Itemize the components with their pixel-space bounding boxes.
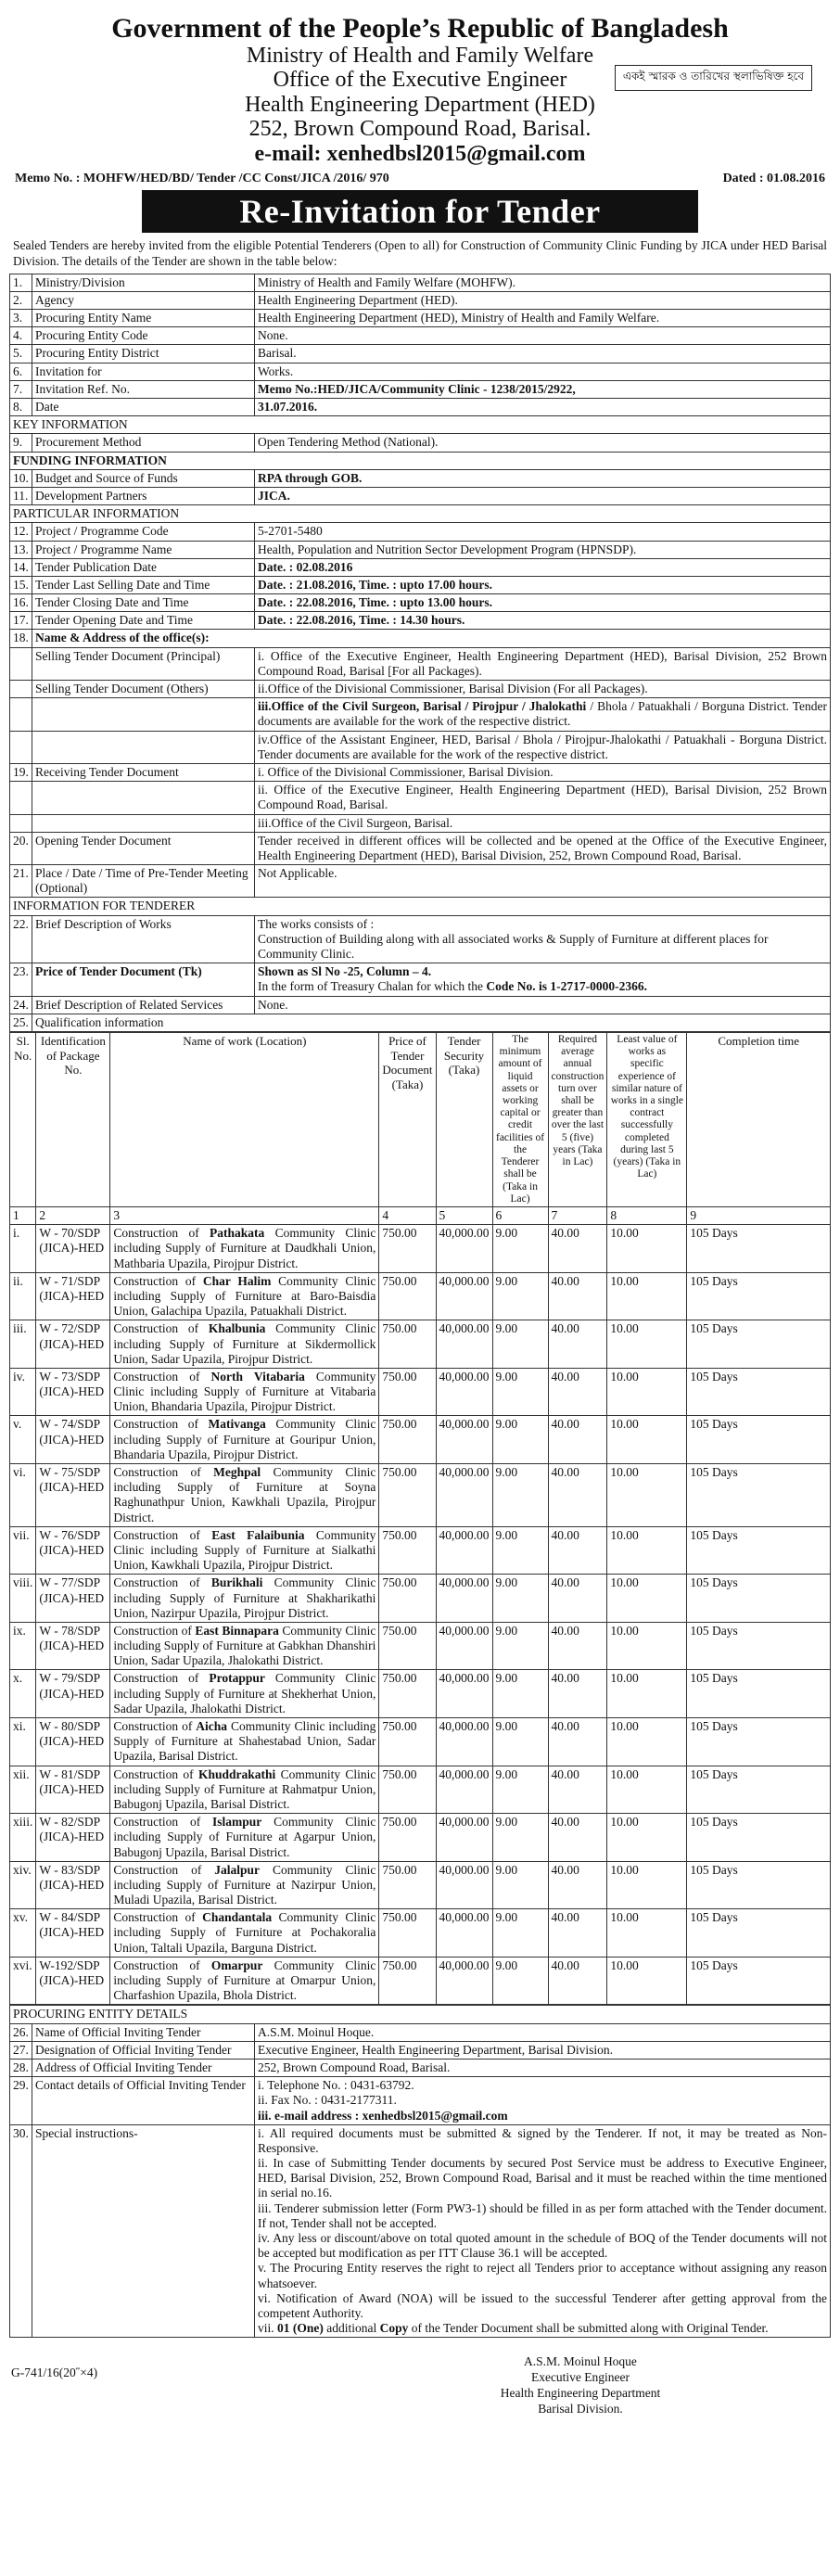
- memo-number: Memo No. : MOHFW/HED/BD/ Tender /CC Const/JICA /2016/ 970: [15, 171, 389, 185]
- work-turnover: 40.00: [548, 1622, 607, 1670]
- work-turnover: 40.00: [548, 1416, 607, 1464]
- table-row: 18. Name & Address of the office(s):: [10, 630, 831, 647]
- table-row: 8. Date 31.07.2016.: [10, 399, 831, 416]
- work-liquid: 9.00: [492, 1766, 548, 1814]
- work-turnover: 40.00: [548, 1526, 607, 1575]
- work-package: W - 82/SDP (JICA)-HED: [36, 1814, 110, 1862]
- work-name: Construction of Khuddrakathi Community Clinic including Supply of Furniture at Rahmatpur Union, Babugonj Upazila, Barisal District.: [110, 1766, 379, 1814]
- work-package: W - 74/SDP (JICA)-HED: [36, 1416, 110, 1464]
- work-turnover: 40.00: [548, 1766, 607, 1814]
- table-row: ii. Office of the Executive Engineer, Health Engineering Department (HED), Barisal Division, 252 Brown Compound Road, Barisal.: [10, 782, 831, 814]
- work-sl: xii.: [10, 1766, 36, 1814]
- work-name: Construction of Islampur Community Clinic including Supply of Furniture at Agarpur Union, Babugonj Upazila, Barisal District.: [110, 1814, 379, 1862]
- table-row: Selling Tender Document (Principal) i. Office of the Executive Engineer, Health Engineering Department (HED), Barisal Division, 252 Brown Compound Road, Barisal [For all Packages).: [10, 647, 831, 680]
- work-liquid: 9.00: [492, 1909, 548, 1958]
- work-completion: 105 Days: [687, 1320, 831, 1369]
- work-package: W - 77/SDP (JICA)-HED: [36, 1575, 110, 1623]
- work-price: 750.00: [379, 1766, 436, 1814]
- intro-paragraph: Sealed Tenders are hereby invited from the eligible Potential Tenderers (Open to all) for Construction of Community Clinic Funding by JICA under HED Barisal Division. The details of the Tender are shown in the table below:: [13, 237, 827, 268]
- table-row: iv.Office of the Assistant Engineer, HED, Barisal / Bhola / Pirojpur-Jhalokathi / Patuakhali - Borguna District. Tender documents are available for the work of the respective district.: [10, 731, 831, 763]
- table-row: 9. Procurement Method Open Tendering Method (National).: [10, 434, 831, 452]
- work-completion: 105 Days: [687, 1718, 831, 1766]
- work-sl: x.: [10, 1670, 36, 1718]
- work-sl: i.: [10, 1225, 36, 1273]
- signatory-title: Executive Engineer: [530, 2370, 630, 2385]
- work-sl: vi.: [10, 1464, 36, 1527]
- table-row: 25. Qualification information: [10, 1014, 831, 1031]
- work-security: 40,000.00: [436, 1368, 492, 1416]
- work-turnover: 40.00: [548, 1909, 607, 1958]
- work-completion: 105 Days: [687, 1622, 831, 1670]
- work-turnover: 40.00: [548, 1464, 607, 1527]
- print-code: G-741/16(20˝×4): [11, 2366, 98, 2380]
- work-completion: 105 Days: [687, 1957, 831, 2005]
- work-row: [10, 1575, 831, 1623]
- office-name: Office of the Executive Engineer: [273, 68, 567, 93]
- work-package: W - 81/SDP (JICA)-HED: [36, 1766, 110, 1814]
- work-sl: viii.: [10, 1575, 36, 1623]
- work-package: W - 76/SDP (JICA)-HED: [36, 1526, 110, 1575]
- work-liquid: 9.00: [492, 1622, 548, 1670]
- work-package: W - 71/SDP (JICA)-HED: [36, 1272, 110, 1320]
- table-row: 15. Tender Last Selling Date and Time Date. : 21.08.2016, Time. : upto 17.00 hours.: [10, 576, 831, 593]
- table-row: 27. Designation of Official Inviting Tender Executive Engineer, Health Engineering Department, Barisal Division.: [10, 2041, 831, 2059]
- table-row: 5. Procuring Entity District Barisal.: [10, 345, 831, 363]
- work-row: [10, 1464, 831, 1527]
- work-turnover: 40.00: [548, 1320, 607, 1369]
- table-row: 1. Ministry/Division Ministry of Health and Family Welfare (MOHFW).: [10, 274, 831, 291]
- work-sl: iv.: [10, 1368, 36, 1416]
- work-completion: 105 Days: [687, 1225, 831, 1273]
- work-least: 10.00: [607, 1368, 687, 1416]
- work-least: 10.00: [607, 1814, 687, 1862]
- work-package: W - 80/SDP (JICA)-HED: [36, 1718, 110, 1766]
- work-completion: 105 Days: [687, 1272, 831, 1320]
- work-sl: xiii.: [10, 1814, 36, 1862]
- work-row: [10, 1526, 831, 1575]
- work-liquid: 9.00: [492, 1718, 548, 1766]
- work-turnover: 40.00: [548, 1861, 607, 1909]
- work-least: 10.00: [607, 1272, 687, 1320]
- work-sl: vii.: [10, 1526, 36, 1575]
- work-row: [10, 1272, 831, 1320]
- section-heading: INFORMATION FOR TENDERER: [10, 898, 831, 915]
- work-least: 10.00: [607, 1766, 687, 1814]
- work-price: 750.00: [379, 1320, 436, 1369]
- work-row: [10, 1766, 831, 1814]
- work-package: W - 84/SDP (JICA)-HED: [36, 1909, 110, 1958]
- table-row: 26. Name of Official Inviting Tender A.S.M. Moinul Hoque.: [10, 2023, 831, 2041]
- work-price: 750.00: [379, 1957, 436, 2005]
- work-security: 40,000.00: [436, 1766, 492, 1814]
- work-security: 40,000.00: [436, 1861, 492, 1909]
- work-completion: 105 Days: [687, 1526, 831, 1575]
- table-row: 14. Tender Publication Date Date. : 02.08.2016: [10, 558, 831, 576]
- work-name: Construction of Omarpur Community Clinic including Supply of Furniture at Omarpur Union, Charfashion Upazila, Bhola District.: [110, 1957, 379, 2005]
- work-name: Construction of Jalalpur Community Clinic including Supply of Furniture at Nazirpur Union, Muladi Upazila, Barisal District.: [110, 1861, 379, 1909]
- table-row: 10. Budget and Source of Funds RPA through GOB.: [10, 469, 831, 487]
- work-turnover: 40.00: [548, 1670, 607, 1718]
- tender-details-table: [9, 274, 831, 1032]
- work-name: Construction of Protappur Community Clinic including Supply of Furniture at Shekherhat Union, Sadar Upazila, Jhalokathi District.: [110, 1670, 379, 1718]
- work-completion: 105 Days: [687, 1575, 831, 1623]
- work-package: W - 70/SDP (JICA)-HED: [36, 1225, 110, 1273]
- work-sl: ii.: [10, 1272, 36, 1320]
- work-completion: 105 Days: [687, 1416, 831, 1464]
- work-package: W - 72/SDP (JICA)-HED: [36, 1320, 110, 1369]
- footer: [9, 2338, 831, 2440]
- work-name: Construction of Burikhali Community Clinic including Supply of Furniture at Shakharikathi Union, Nazirpur Upazila, Pirojpur District.: [110, 1575, 379, 1623]
- work-name: Construction of Aicha Community Clinic including Supply of Furniture at Shahestabad Union, Sadar Upazila, Barisal District.: [110, 1718, 379, 1766]
- work-package: W - 83/SDP (JICA)-HED: [36, 1861, 110, 1909]
- work-row: [10, 1718, 831, 1766]
- work-least: 10.00: [607, 1622, 687, 1670]
- table-row: Selling Tender Document (Others) ii.Office of the Divisional Commissioner, Barisal Division (For all Packages).: [10, 681, 831, 698]
- work-row: [10, 1957, 831, 2005]
- work-least: 10.00: [607, 1225, 687, 1273]
- office-address: 252, Brown Compound Road, Barisal.: [248, 117, 592, 142]
- table-row: 29. Contact details of Official Inviting Tender i. Telephone No. : 0431-63792. ii. Fax No. : 0431-2177311. iii. e-mail address : xenhedbsl2015@gmail.com: [10, 2077, 831, 2125]
- work-completion: 105 Days: [687, 1670, 831, 1718]
- work-sl: ix.: [10, 1622, 36, 1670]
- work-liquid: 9.00: [492, 1526, 548, 1575]
- table-row: 3. Procuring Entity Name Health Engineering Department (HED), Ministry of Health and Family Welfare.: [10, 310, 831, 327]
- work-security: 40,000.00: [436, 1416, 492, 1464]
- table-row: 17. Tender Opening Date and Time Date. : 22.08.2016, Time. : 14.30 hours.: [10, 612, 831, 630]
- work-row: [10, 1670, 831, 1718]
- work-price: 750.00: [379, 1368, 436, 1416]
- table-row: 7. Invitation Ref. No. Memo No.:HED/JICA/Community Clinic - 1238/2015/2922,: [10, 380, 831, 398]
- work-completion: 105 Days: [687, 1814, 831, 1862]
- work-completion: 105 Days: [687, 1766, 831, 1814]
- table-row: iii.Office of the Civil Surgeon, Barisal / Pirojpur / Jhalokathi / Bhola / Patuakhali / Borguna District. Tender documents are available for the work of the respective district.: [10, 698, 831, 731]
- tender-notice: [9, 0, 831, 2440]
- work-security: 40,000.00: [436, 1575, 492, 1623]
- memo-date: Dated : 01.08.2016: [722, 171, 825, 185]
- work-sl: xvi.: [10, 1957, 36, 2005]
- work-least: 10.00: [607, 1670, 687, 1718]
- work-price: 750.00: [379, 1575, 436, 1623]
- table-row: 23. Price of Tender Document (Tk) Shown as Sl No -25, Column – 4. In the form of Treasury Chalan for which the Code No. is 1-2717-0000-2366.: [10, 963, 831, 996]
- work-liquid: 9.00: [492, 1575, 548, 1623]
- signatory-dept: Health Engineering Department: [500, 2386, 661, 2401]
- work-security: 40,000.00: [436, 1718, 492, 1766]
- work-turnover: 40.00: [548, 1272, 607, 1320]
- work-turnover: 40.00: [548, 1225, 607, 1273]
- work-package: W - 73/SDP (JICA)-HED: [36, 1368, 110, 1416]
- work-name: Construction of Mativanga Community Clinic including Supply of Furniture at Gouripur Union, Bhandaria Upazila, Pirojpur District.: [110, 1416, 379, 1464]
- work-price: 750.00: [379, 1416, 436, 1464]
- work-security: 40,000.00: [436, 1670, 492, 1718]
- work-price: 750.00: [379, 1464, 436, 1527]
- work-turnover: 40.00: [548, 1814, 607, 1862]
- work-liquid: 9.00: [492, 1225, 548, 1273]
- table-row: 16. Tender Closing Date and Time Date. : 22.08.2016, Time. : upto 13.00 hours.: [10, 594, 831, 612]
- table-row: 20. Opening Tender Document Tender received in different offices will be collected and be opened at the Office of the Executive Engineer, Health Engineering Department (HED), Barisal Division, 252, Brown Compound Road, Barisal.: [10, 832, 831, 864]
- table-row: 4. Procuring Entity Code None.: [10, 327, 831, 345]
- work-price: 750.00: [379, 1272, 436, 1320]
- table-row: 2. Agency Health Engineering Department (HED).: [10, 291, 831, 309]
- work-completion: 105 Days: [687, 1464, 831, 1527]
- work-name: Construction of North Vitabaria Community Clinic including Supply of Furniture at Vitabaria Union, Bhandaria Upazila, Pirojpur District.: [110, 1368, 379, 1416]
- procuring-entity-table: [9, 2005, 831, 2338]
- signature-block: [469, 2354, 692, 2417]
- section-heading: FUNDING INFORMATION: [10, 452, 831, 469]
- work-price: 750.00: [379, 1909, 436, 1958]
- top-clip: [9, 0, 831, 13]
- work-least: 10.00: [607, 1464, 687, 1527]
- work-security: 40,000.00: [436, 1225, 492, 1273]
- work-least: 10.00: [607, 1861, 687, 1909]
- work-package: W - 79/SDP (JICA)-HED: [36, 1670, 110, 1718]
- work-sl: iii.: [10, 1320, 36, 1369]
- work-row: [10, 1225, 831, 1273]
- work-security: 40,000.00: [436, 1814, 492, 1862]
- work-price: 750.00: [379, 1814, 436, 1862]
- works-column-numbers: 1 2 3 4 5 6 7 8 9: [10, 1207, 831, 1225]
- table-row: 30. Special instructions- i. All required documents must be submitted & signed by the Tenderer. If not, it may be treated as Non-Responsive. ii. In case of Submitting Tender documents by secured Post Service must be address to Executive Engineer, HED, Barisal Division, 252, Brown Compound Road, Barisal and it must be reached within the time mentioned in serial no.16. iii. Tenderer submission letter (Form PW3-1) should be filled in as per form attached with the Tender document. If not, Tender shall not be accepted. iv. Any less or discount/above on total quoted amount in the schedule of BOQ of the Tender documents will not be accepted but modification as per ITT Clause 36.1 will be accepted. v. The Procuring Entity reserves the right to reject all Tenders prior to acceptance without assigning any reason whatsoever. vi. Notification of Award (NOA) will be issued to the successful Tenderer after getting approval from the competent Authority. vii. 01 (One) additional Copy of the Tender Document shall be submitted along with Original Tender.: [10, 2124, 831, 2338]
- table-row: 6. Invitation for Works.: [10, 363, 831, 380]
- table-row: 28. Address of Official Inviting Tender 252, Brown Compound Road, Barisal.: [10, 2059, 831, 2076]
- work-turnover: 40.00: [548, 1575, 607, 1623]
- work-name: Construction of East Binnapara Community Clinic including Supply of Furniture at Gabkhan Dhanshiri Union, Sadar Upazila, Jhalokathi District.: [110, 1622, 379, 1670]
- table-row: iii.Office of the Civil Surgeon, Barisal.: [10, 814, 831, 832]
- work-least: 10.00: [607, 1909, 687, 1958]
- work-liquid: 9.00: [492, 1416, 548, 1464]
- work-least: 10.00: [607, 1416, 687, 1464]
- stamp-box: একই স্মারক ও তারিখের স্থলাভিষিক্ত হবে: [615, 65, 812, 91]
- work-security: 40,000.00: [436, 1957, 492, 2005]
- section-heading: PROCURING ENTITY DETAILS: [10, 2006, 831, 2023]
- work-price: 750.00: [379, 1670, 436, 1718]
- work-row: [10, 1909, 831, 1958]
- work-least: 10.00: [607, 1718, 687, 1766]
- memo-row: [15, 172, 825, 186]
- work-sl: xi.: [10, 1718, 36, 1766]
- table-row: 19. Receiving Tender Document i. Office of the Divisional Commissioner, Barisal Division.: [10, 763, 831, 781]
- work-security: 40,000.00: [436, 1464, 492, 1527]
- work-package: W - 78/SDP (JICA)-HED: [36, 1622, 110, 1670]
- work-liquid: 9.00: [492, 1368, 548, 1416]
- work-name: Construction of Char Halim Community Clinic including Supply of Furniture at Baro-Baisdia Union, Galachipa Upazila, Patuakhali District.: [110, 1272, 379, 1320]
- work-row: [10, 1416, 831, 1464]
- work-row: [10, 1368, 831, 1416]
- work-turnover: 40.00: [548, 1368, 607, 1416]
- work-price: 750.00: [379, 1622, 436, 1670]
- work-completion: 105 Days: [687, 1861, 831, 1909]
- work-liquid: 9.00: [492, 1814, 548, 1862]
- work-sl: xiv.: [10, 1861, 36, 1909]
- work-liquid: 9.00: [492, 1861, 548, 1909]
- work-price: 750.00: [379, 1718, 436, 1766]
- work-row: [10, 1814, 831, 1862]
- works-header-row: Sl. No. Identification of Package No. Name of work (Location) Price of Tender Document (Taka) Tender Security (Taka) The minimum amount of liquid assets or working capital or credit facilities of the Tenderer shall be (Taka in Lac) Required average annual construction turn over shall be greater than over the last 5 (five) years (Taka in Lac) Least value of works as specific experience of similar nature of works in a single contract successfully completed during last 5 (years) (Taka in Lac) Completion time: [10, 1032, 831, 1206]
- work-least: 10.00: [607, 1575, 687, 1623]
- office-email: e-mail: xenhedbsl2015@gmail.com: [254, 141, 586, 166]
- department-name: Health Engineering Department (HED): [245, 92, 595, 117]
- work-name: Construction of East Falaibunia Community Clinic including Supply of Furniture at Sialkathi Union, Kawkhali Upazila, Pirojpur District.: [110, 1526, 379, 1575]
- work-turnover: 40.00: [548, 1957, 607, 2005]
- work-liquid: 9.00: [492, 1464, 548, 1527]
- work-sl: xv.: [10, 1909, 36, 1958]
- work-security: 40,000.00: [436, 1909, 492, 1958]
- work-security: 40,000.00: [436, 1622, 492, 1670]
- work-row: [10, 1320, 831, 1369]
- work-turnover: 40.00: [548, 1718, 607, 1766]
- work-row: [10, 1861, 831, 1909]
- work-row: [10, 1622, 831, 1670]
- work-name: Construction of Meghpal Community Clinic including Supply of Furniture at Soyna Raghunathpur Union, Kawkhali Upazila, Pirojpur District.: [110, 1464, 379, 1527]
- section-heading: KEY INFORMATION: [10, 416, 831, 434]
- special-instructions: i. All required documents must be submitted & signed by the Tenderer. If not, it may be treated as Non-Responsive. ii. In case of Submitting Tender documents by secured Post Service must be address to Executive Engineer, HED, Barisal Division, 252, Brown Compound Road, Barisal and it must be reached within the time mentioned in serial no.16. iii. Tenderer submission letter (Form PW3-1) should be filled in as per form attached with the Tender document. If not, Tender shall not be accepted. iv. Any less or discount/above on total quoted amount in the schedule of BOQ of the Tender documents will not be accepted but modification as per ITT Clause 36.1 will be accepted. v. The Procuring Entity reserves the right to reject all Tenders prior to acceptance without assigning any reason whatsoever. vi. Notification of Award (NOA) will be issued to the successful Tenderer after getting approval from the competent Authority. vii. 01 (One) additional Copy of the Tender Document shall be submitted along with Original Tender.: [255, 2124, 831, 2338]
- work-completion: 105 Days: [687, 1368, 831, 1416]
- work-liquid: 9.00: [492, 1272, 548, 1320]
- work-price: 750.00: [379, 1225, 436, 1273]
- work-package: W-192/SDP (JICA)-HED: [36, 1957, 110, 2005]
- work-price: 750.00: [379, 1526, 436, 1575]
- signatory-division: Barisal Division.: [538, 2401, 623, 2416]
- work-liquid: 9.00: [492, 1957, 548, 2005]
- work-least: 10.00: [607, 1320, 687, 1369]
- work-price: 750.00: [379, 1861, 436, 1909]
- ministry-name: Ministry of Health and Family Welfare: [246, 44, 594, 68]
- work-name: Construction of Chandantala Community Clinic including Supply of Furniture at Pochakoralia Union, Taltali Upazila, Barguna District.: [110, 1909, 379, 1958]
- notice-banner: Re-Invitation for Tender: [142, 190, 698, 233]
- work-name: Construction of Khalbunia Community Clinic including Supply of Furniture at Sikdermollick Union, Sadar Upazila, Pirojpur District.: [110, 1320, 379, 1369]
- table-row: 24. Brief Description of Related Services None.: [10, 996, 831, 1014]
- work-liquid: 9.00: [492, 1670, 548, 1718]
- table-row: 11. Development Partners JICA.: [10, 487, 831, 504]
- work-package: W - 75/SDP (JICA)-HED: [36, 1464, 110, 1527]
- work-name: Construction of Pathakata Community Clinic including Supply of Furniture at Daudkhali Union, Mathbaria Upazila, Pirojpur District.: [110, 1225, 379, 1273]
- work-security: 40,000.00: [436, 1272, 492, 1320]
- work-least: 10.00: [607, 1957, 687, 2005]
- work-completion: 105 Days: [687, 1909, 831, 1958]
- work-least: 10.00: [607, 1526, 687, 1575]
- work-liquid: 9.00: [492, 1320, 548, 1369]
- table-row: 12. Project / Programme Code 5-2701-5480: [10, 523, 831, 541]
- works-table: [9, 1032, 831, 2005]
- work-security: 40,000.00: [436, 1526, 492, 1575]
- work-sl: v.: [10, 1416, 36, 1464]
- table-row: 13. Project / Programme Name Health, Population and Nutrition Sector Development Program (HPNSDP).: [10, 541, 831, 558]
- table-row: 21. Place / Date / Time of Pre-Tender Meeting (Optional) Not Applicable.: [10, 865, 831, 898]
- signatory-name: A.S.M. Moinul Hoque: [524, 2354, 637, 2369]
- section-heading: PARTICULAR INFORMATION: [10, 505, 831, 523]
- table-row: 22. Brief Description of Works The works consists of : Construction of Building along with all associated works & Supply of Furniture at different places for Community Clinic.: [10, 915, 831, 963]
- works-body: [10, 1225, 831, 2005]
- work-security: 40,000.00: [436, 1320, 492, 1369]
- govt-title: Government of the People’s Republic of Bangladesh: [111, 13, 729, 44]
